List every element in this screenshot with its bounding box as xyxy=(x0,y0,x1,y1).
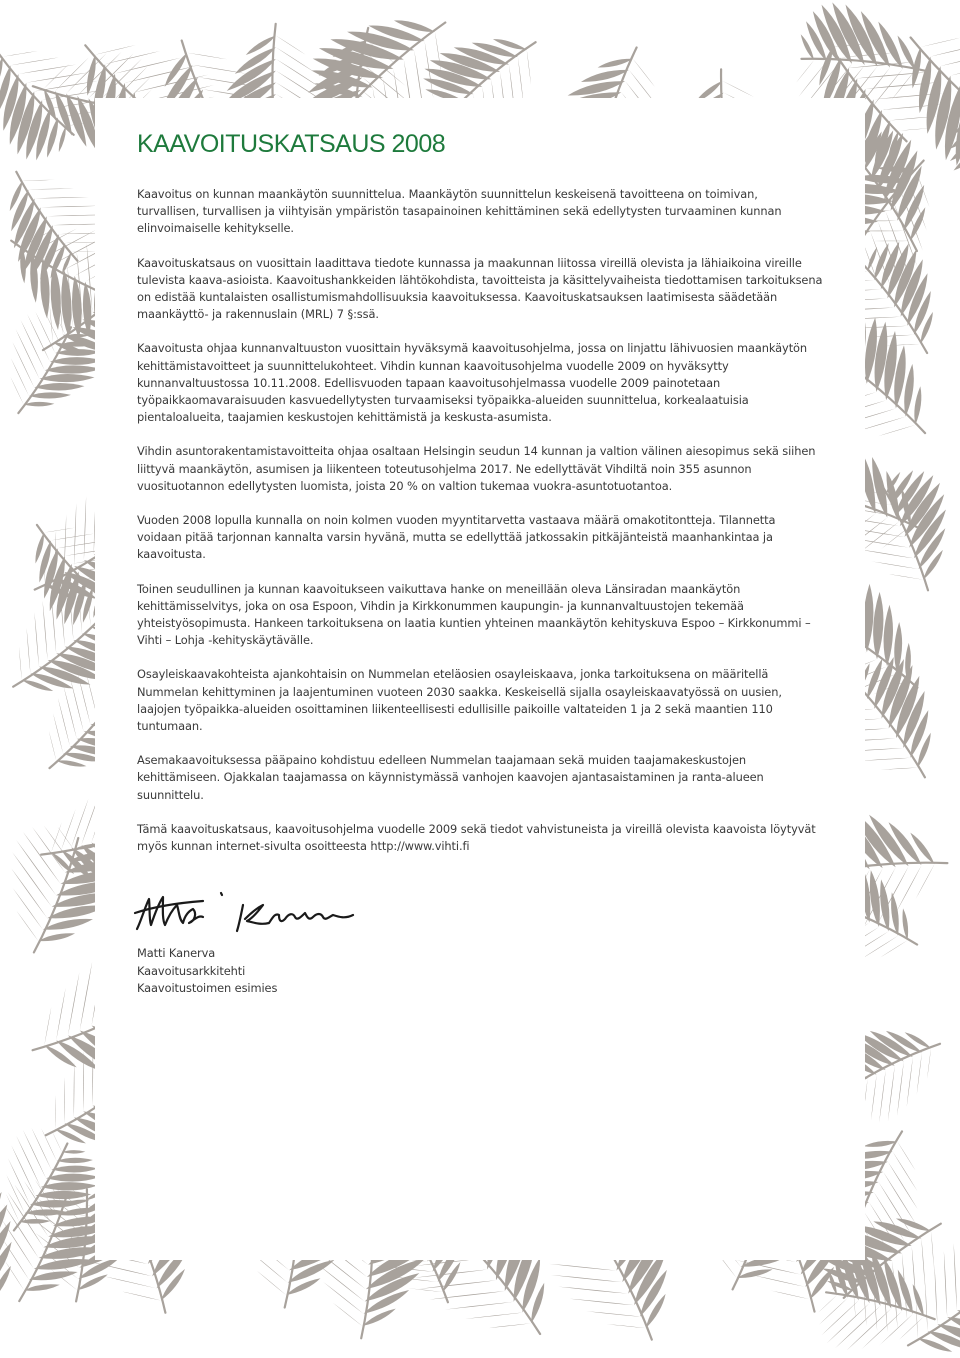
signer-name: Matti Kanerva xyxy=(137,946,216,961)
paragraph-9: Tämä kaavoituskatsaus, kaavoitusohjelma vuodelle 2009 sekä tiedot vahvistuneista ja vireillä olevista kaavoista löytyvät myös kunnan internet-sivulta osoitteesta http://www.vihti.fi xyxy=(137,821,816,854)
document-body xyxy=(137,128,823,997)
paragraph-6: Toinen seudullinen ja kunnan kaavoitukseen vaikuttava hanke on meneillään oleva Länsiradan maankäytön kehittämisselvitys, joka on osa Espoon, Vihdin ja Kirkkonummen kaupungin- ja kunnanvaltuustojen tekemää yhteistyösopimusta. Hankeen tarkoituksena on laatia kuntien yhteinen maankäytön kehityskuva Espoo – Kirkkonummi – Vihti – Lohja -kehityskäytävälle. xyxy=(137,581,811,648)
paragraph-8: Asemakaavoituksessa pääpaino kohdistuu edelleen Nummelan taajamaan sekä muiden taajamakeskustojen kehittämiseen. Ojakkalan taajamassa on käynnistymässä vanhojen kaavojen ajantasaistaminen ja ranta-alueen suunnittelu. xyxy=(137,753,764,802)
page-title: KAAVOITUSKATSAUS 2008 xyxy=(137,130,446,158)
signature-block xyxy=(137,945,823,997)
paragraph-1: Kaavoitus on kunnan maankäytön suunnittelua. Maankäytön suunnittelun keskeisenä tavoitteena on toimivan, turvallisen, turvallisen ja viihtyisän ympäristön tasapainoinen kehittäminen sekä edellytysten turvaaminen kunnan elinvoimaiselle kehitykselle. xyxy=(137,187,782,236)
paragraph-2: Kaavoituskatsaus on vuosittain laadittava tiedote kunnassa ja maakunnan liitossa vireillä olevista ja lähiaikoina vireille tulevista kaava-asioista. Kaavoitushankkeiden lähtökohdista, tavoitteista ja käsittelyvaiheista tiedottamisen tarkoituksena on edistää kuntalaisten osallistumismahdollisuuksia kaavoituksessa. Kaavoituskatsauksen laatimisesta säädetään maankäyttö- ja rakennuslain (MRL) 7 §:ssä. xyxy=(137,255,823,322)
paragraph-5: Vuoden 2008 lopulla kunnalla on noin kolmen vuoden myyntitarvetta vastaava määrä omakotitontteja. Tilannetta voidaan pitää tarjonnan kannalta varsin hyvänä, mutta se edellyttää jatkossakin pitkäjänteistä maanhankintaa ja kaavoitusta. xyxy=(137,513,776,562)
handwritten-signature xyxy=(133,885,373,937)
paragraph-4: Vihdin asuntorakentamistavoitteita ohjaa osaltaan Helsingin seudun 14 kunnan ja valtion välinen aiesopimus sekä siihen liittyvä maankäytön, asumisen ja liikenteen toteutusohjelma 2017. Ne edellyttävät Vihdiltä noin 355 asunnon vuosituotannon edellytysten luomista, joista 20 % on valtion tukemaa vuokra-asuntotuotantoa. xyxy=(137,444,816,493)
signer-title: Kaavoitusarkkitehti xyxy=(137,963,246,978)
signer-unit: Kaavoitustoimen esimies xyxy=(137,980,278,995)
paragraph-7: Osayleiskaavakohteista ajankohtaisin on Nummelan eteläosien osayleiskaava, jonka tarkoituksena on määritellä Nummelan kehittyminen ja laajentuminen vuoteen 2030 saakka. Keskeisellä sijalla osayleiskaavatyössä on uusien, laajojen työpaikka-alueiden osoittaminen liikenteellisesti edullisille paikoille valtateiden 1 ja 2 sekä maantien 110 tuntumaan. xyxy=(137,667,782,734)
paragraph-3: Kaavoitusta ohjaa kunnanvaltuuston vuosittain hyväksymä kaavoitusohjelma, jossa on linjattu lähivuosien maankäytön kehittämistavoitteet ja suunnittelukohteet. Vihdin kunnan kaavoitusohjelma vuodelle 2009 on hyväksytty kunnanvaltuustossa 10.11.2008. Edellisvuoden tapaan kaavoitusohjelmassa vuodelle 2009 painotetaan työpaikkaomavaraisuuden kasvuedellytysten turvaamiseksi työpaikka-alueiden suunnittelua, korkealaatuisia pientaloalueita, taajamien keskustojen kehittämistä ja keskusta-asumista. xyxy=(137,341,808,425)
